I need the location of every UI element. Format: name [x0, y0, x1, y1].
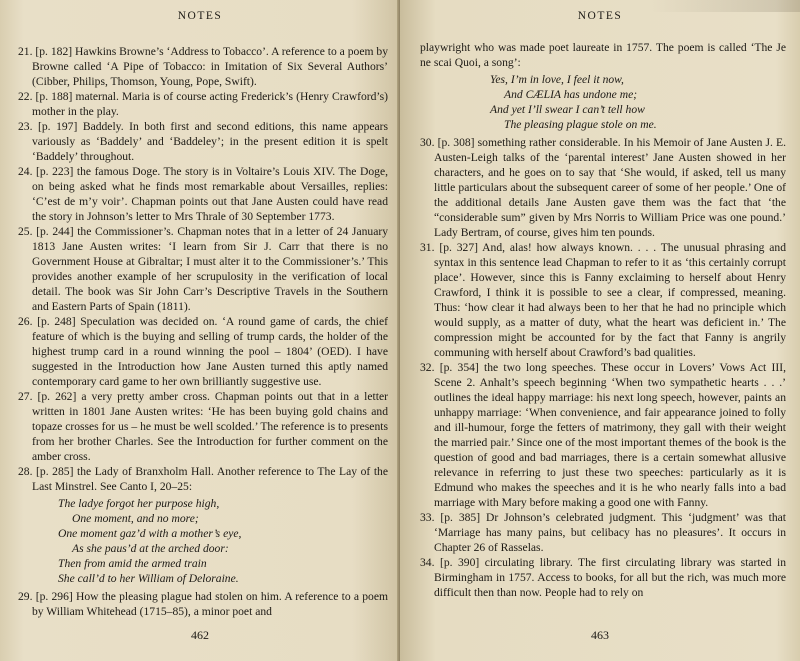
note-29: 29. [p. 296] How the pleasing plague had stolen on him. A reference to a poem by William Whitehead (1715–85), a minor poet and: [18, 590, 388, 618]
verse-line: The ladye forgot her purpose high,: [58, 497, 220, 510]
note-26: 26. [p. 248] Speculation was decided on. ‘A round game of cards, the chief feature of which is the buying and selling of trump cards, the holder of the highest trump card in a round winning the pool – 1804’ (OED). I have suggested in the Introduction how Jane Austen turned this aptly named contemporary card game to her own brilliantly suggestive use.: [18, 315, 388, 388]
right-page: [400, 0, 800, 661]
verse-line: She call’d to her William of Deloraine.: [58, 572, 239, 585]
verse-line: Yes, I’m in love, I feel it now,: [490, 73, 624, 86]
note-32: 32. [p. 354] the two long speeches. These occur in Lovers’ Vows Act III, Scene 2. Anhalt’s speech beginning ‘When two sympathetic hearts . . .’ outlines the ideal happy marriage: his next long speech, however, paints an unhappy marriage: ‘When convenience, and fair appearance joined to folly and ill-humour, forge the fetters of matrimony, they gall with their weight the married pair.’ Since one of the most important themes of the book is the question of good and bad marriages, there is a certain somewhat allusive relevance in referring to just these two speeches: particularly as it is Edmund who makes the speeches and it is he who nearly falls into a bad marriage with Mary before making a good one with Fanny.: [420, 361, 786, 509]
verse-line: Then from amid the armed train: [58, 557, 207, 570]
note-33: 33. [p. 385] Dr Johnson’s celebrated judgment. This ‘judgment’ was that ‘Marriage has many pains, but celibacy has no pleasures’. It occurs in Chapter 26 of Rasselas.: [420, 511, 786, 554]
note-21: 21. [p. 182] Hawkins Browne’s ‘Address to Tobacco’. A reference to a poem by Browne called ‘A Pipe of Tobacco: in Imitation of Six Several Authors’ (Cibber, Philips, Thomson, Young, Pope, Swift).: [18, 45, 388, 88]
page-header-right: NOTES: [577, 10, 623, 22]
verse-line: The pleasing plague stole on me.: [504, 118, 657, 131]
note-23: 23. [p. 197] Baddely. In both first and second editions, this name appears variously as ‘Baddely’ and ‘Baddeley’; in the present edition it is spelt ‘Baddely’ throughout.: [18, 120, 388, 163]
verse-line: And CÆLIA has undone me;: [504, 88, 638, 101]
note-24: 24. [p. 223] the famous Doge. The story is in Voltaire’s Louis XIV. The Doge, on being asked what he finds most remarkable about Versailles, replies: ‘C’est de m’y voir’. Chapman points out that Jane Austen could have read the story in Johnson’s letter to Mrs Thrale of 30 September 1773.: [18, 165, 388, 223]
note-29-continued: playwright who was made poet laureate in 1757. The poem is called ‘The Je ne scai Quoi, a song’:: [420, 41, 786, 69]
note-34: 34. [p. 390] circulating library. The first circulating library was started in Birmingham in 1757. Access to books, for all but the rich, was much more difficult then than now. People had to rely on: [420, 556, 786, 599]
verse-line: One moment, and no more;: [72, 512, 199, 525]
verse-line: One moment gaz’d with a mother’s eye,: [58, 527, 242, 540]
page-number-right: 463: [591, 628, 609, 642]
note-30: 30. [p. 308] something rather considerable. In his Memoir of Jane Austen J. E. Austen-Leigh talks of the ‘parental interest’ Jane Austen showed in her characters, and he goes on to say that ‘She would, if asked, tell us many little particulars about the subsequent career of some of her people.’ One of the additional details Jane Austen gave them was the fact that ‘the “considerable sum” given by Mrs Norris to William Price was one pound.’ Lady Bertram, of course, gives him ten pounds.: [420, 136, 786, 239]
verse-je-ne-scai-quoi: [490, 72, 786, 132]
note-22: 22. [p. 188] maternal. Maria is of course acting Frederick’s (Henry Crawford’s) mother in the play.: [18, 90, 388, 118]
notes-body-left: [18, 44, 388, 619]
note-27: 27. [p. 262] a very pretty amber cross. Chapman points out that in a letter written in 1801 Jane Austen writes: ‘He has been buying gold chains and topaze crosses for us – he must be well scolded.’ The reference is to presents from her brother Charles. See the Introduction for further comment on the amber cross.: [18, 390, 388, 463]
verse-lay-of-last-minstrel: [58, 496, 388, 586]
page-header-left: NOTES: [177, 10, 223, 22]
verse-line: As she paus’d at the arched door:: [72, 542, 229, 555]
notes-body-right: [420, 40, 786, 600]
note-28: 28. [p. 285] the Lady of Branxholm Hall. Another reference to The Lay of the Last Minstrel. See Canto I, 20–25:: [18, 465, 388, 493]
note-31: 31. [p. 327] And, alas! how always known. . . . The unusual phrasing and syntax in this sentence lead Chapman to refer to it as ‘this certainly corrupt place’. However, since this is Fanny exclaiming to herself about Henry Crawford, I think it is possible to see a clear, if compressed, meaning. Thus: ‘how clear it had always been to her that he had no principle which would supply, as a matter of duty, what the heart was deficient in.’ The compression might be accounted for by the fact that Fanny is angrily communing with herself about Crawford’s bad qualities.: [420, 241, 786, 359]
page-number-left: 462: [191, 628, 209, 642]
note-25: 25. [p. 244] the Commissioner’s. Chapman notes that in a letter of 24 January 1813 Jane Austen writes: ‘I learn from Sir J. Carr that there is no Government House at Gibraltar; I must alter it to the Commissioner’s.’ This provides another example of her scrupulosity in the verification of local detail. The book was Sir John Carr’s Descriptive Travels in the Southern and Eastern Parts of Spain (1811).: [18, 225, 388, 313]
verse-line: And yet I’ll swear I can’t tell how: [490, 103, 645, 116]
